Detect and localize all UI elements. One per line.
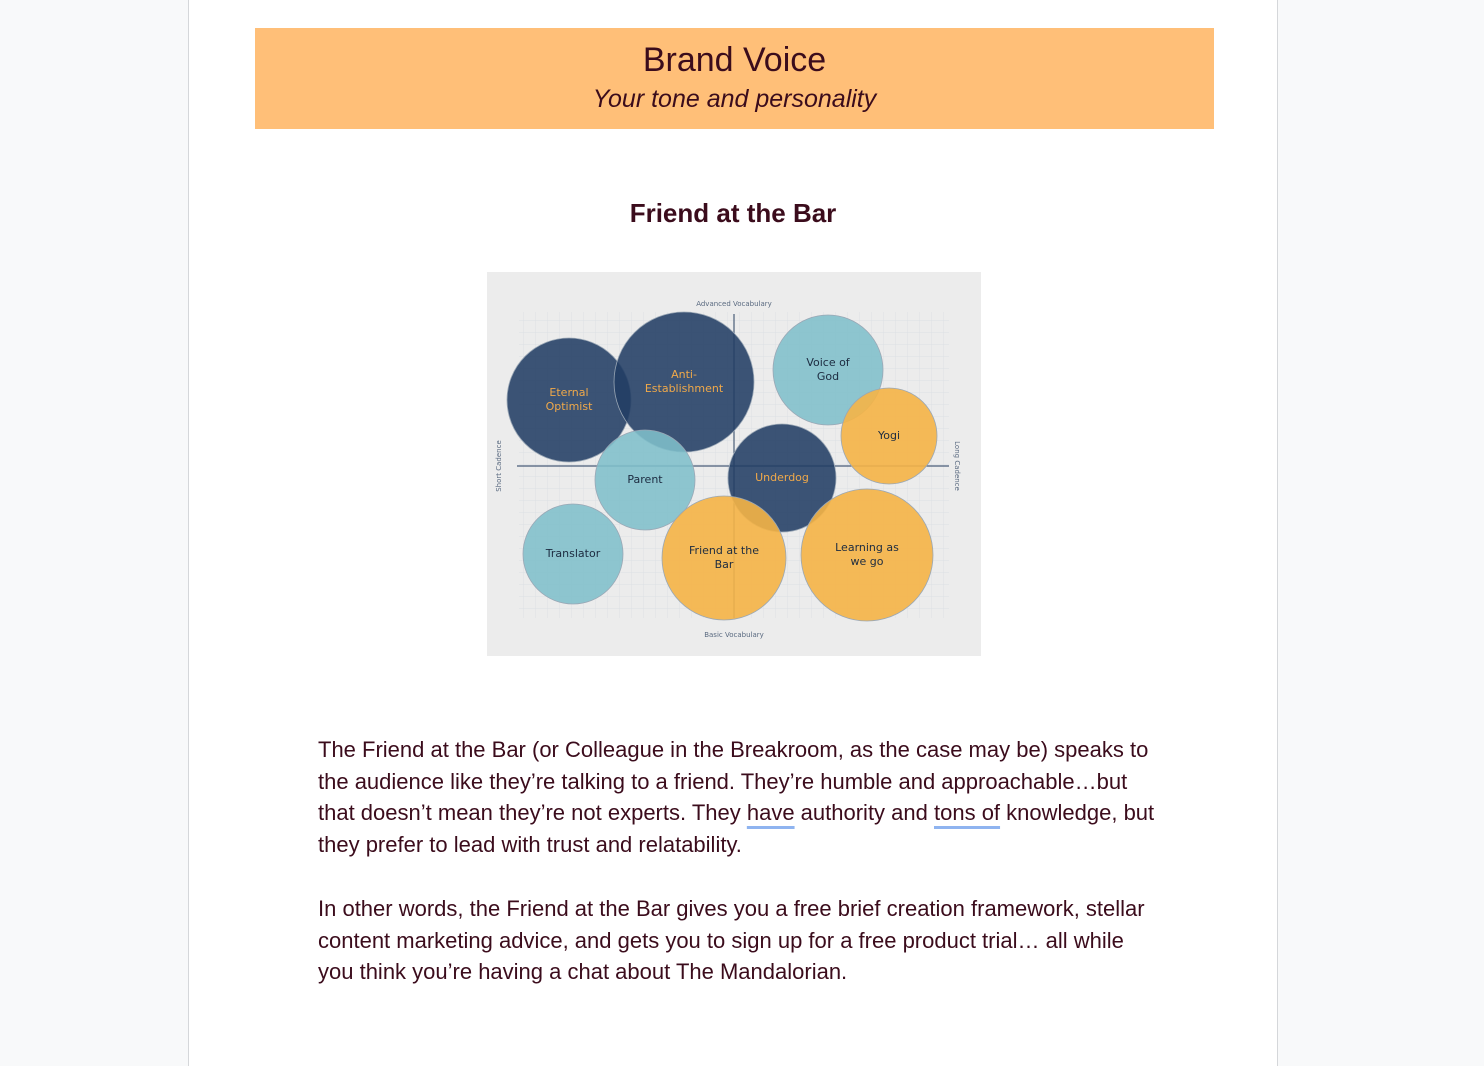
bubble-label-yogi: Yogi [877,429,901,442]
paragraph-1-text-b: authority and [794,800,934,826]
bubble-label-voice-of-god: Voice of [806,356,850,369]
axis-label-right: Long Cadence [953,441,961,491]
bubble-label-friend-at-the-bar: Bar [714,558,734,571]
bubble-label-learning-as-we-go: Learning as [835,541,899,554]
bubble-label-learning-as-we-go: we go [850,555,884,568]
bubble-label-anti-establishment: Establishment [644,382,724,395]
diagram-svg [487,272,981,656]
paragraph-1-text-c: knowledge, but they prefer to lead with trust and relatability. [318,800,1155,858]
spellcheck-flag-tons-of[interactable]: tons of [934,800,1001,826]
paragraph-1-text-a: The Friend at the Bar (or Colleague in the Breakroom, as the case may be) speaks to the audience like they’re talking to a friend. They’re humble and approachable…but that doesn’t mean they’re not experts. They [318,737,1149,826]
bubble-label-underdog: Underdog [755,471,809,484]
bubble-label-eternal-optimist: Optimist [545,400,593,413]
bubble-label-translator: Translator [545,547,601,560]
bubble-label-friend-at-the-bar: Friend at the [689,544,759,557]
axis-label-bottom: Basic Vocabulary [704,631,764,639]
paragraph-2: In other words, the Friend at the Bar gives you a free brief creation framework, stellar content marketing advice, and gets you to sign up for a free product trial… all while you think you’re having a chat about The Mandalorian. [318,896,1145,985]
banner-title: Brand Voice [642,41,827,79]
banner-subtitle: Your tone and personality [592,85,877,113]
paragraph-1 [318,734,1158,861]
bubble-label-voice-of-god: God [816,370,840,383]
header-banner [255,28,1214,129]
bubble-label-parent: Parent [627,473,663,486]
axis-label-top: Advanced Vocabulary [696,300,772,308]
bubble-label-eternal-optimist: Eternal [549,386,589,399]
brand-voice-diagram [487,272,981,656]
axis-label-left: Short Cadence [495,440,503,492]
bubble-label-anti-establishment: Anti- [671,368,697,381]
document-page [188,0,1278,1066]
spellcheck-flag-have[interactable]: have [746,800,795,826]
section-heading: Friend at the Bar [629,198,837,228]
